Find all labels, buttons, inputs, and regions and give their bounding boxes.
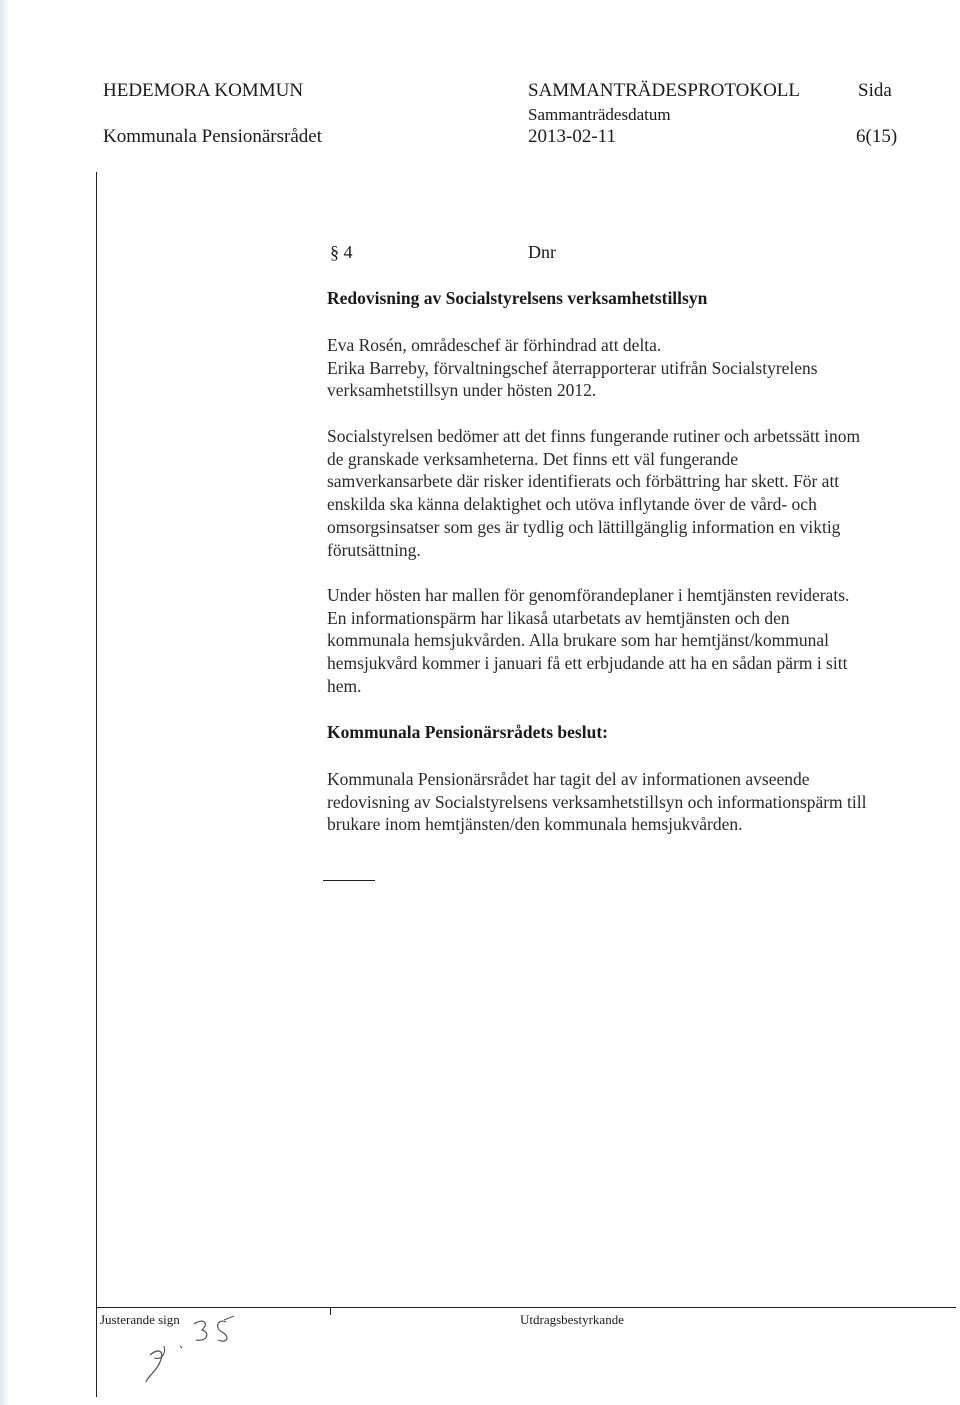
date-label: Sammanträdesdatum	[528, 105, 671, 124]
text-line: Under hösten har mallen för genomförandeplaner i hemtjänsten reviderats.	[327, 585, 850, 605]
text-line: brukare inom hemtjänsten/den kommunala hemsjukvården.	[327, 814, 743, 835]
meeting-date: 2013-02-11	[528, 126, 616, 147]
document-type: SAMMANTRÄDESPROTOKOLL	[528, 80, 801, 101]
text-line: Kommunala Pensionärsrådet har tagit del av informationen avseende	[327, 769, 810, 789]
text-line: de granskade verksamheterna. Det finns ett väl fungerande	[327, 448, 739, 469]
text-line: Socialstyrelsen bedömer att det finns fungerande rutiner och arbetssätt inom	[327, 426, 861, 446]
text-line: En informationspärm har likaså utarbetats av hemtjänsten och den	[327, 607, 790, 628]
text-line: samverkansarbete där risker identifierats och förbättring har skett. För att	[327, 471, 840, 492]
justerande-sign-label: Justerande sign	[100, 1312, 180, 1327]
decision-text	[327, 768, 937, 836]
section-number: § 4	[330, 242, 353, 262]
page-label: Sida	[858, 80, 892, 101]
text-line: kommunala hemsjukvården. Alla brukare som har hemtjänst/kommunal	[327, 630, 830, 651]
paragraph-updates	[327, 584, 937, 698]
scan-edge-shading	[0, 0, 10, 1405]
text-line: redovisning av Socialstyrelsens verksamhetstillsyn och informationspärm till	[327, 791, 867, 812]
text-line: omsorgsinsatser som ges är tydlig och lättillgänglig information en viktig	[327, 516, 841, 537]
utdragsbestyrkande-label: Utdragsbestyrkande	[520, 1312, 624, 1327]
paragraph-attendance	[327, 334, 937, 402]
committee-name: Kommunala Pensionärsrådet	[103, 126, 322, 147]
text-line: hem.	[327, 675, 362, 696]
paragraph-assessment	[327, 425, 937, 561]
text-line: verksamhetstillsyn under hösten 2012.	[327, 380, 597, 401]
text-line: Erika Barreby, förvaltningschef återrapporterar utifrån Socialstyrelens	[327, 357, 818, 378]
handwritten-initials	[130, 1310, 260, 1390]
section-end-rule	[323, 880, 375, 881]
dnr-label: Dnr	[528, 242, 556, 262]
decision-heading: Kommunala Pensionärsrådets beslut:	[327, 722, 608, 742]
organization-name: HEDEMORA KOMMUN	[103, 80, 304, 101]
margin-rule	[96, 172, 97, 1397]
text-line: enskilda ska känna delaktighet och utöva inflytande över de vård- och	[327, 494, 817, 515]
text-line: Eva Rosén, områdeschef är förhindrad att delta.	[327, 335, 662, 355]
footer-divider	[330, 1307, 331, 1315]
text-line: hemsjukvård kommer i januari få ett erbjudande att ha en sådan pärm i sitt	[327, 653, 848, 674]
section-title: Redovisning av Socialstyrelsens verksamhetstillsyn	[327, 288, 708, 308]
page-number: 6(15)	[856, 126, 898, 147]
text-line: förutsättning.	[327, 539, 421, 560]
footer-rule	[96, 1307, 956, 1308]
